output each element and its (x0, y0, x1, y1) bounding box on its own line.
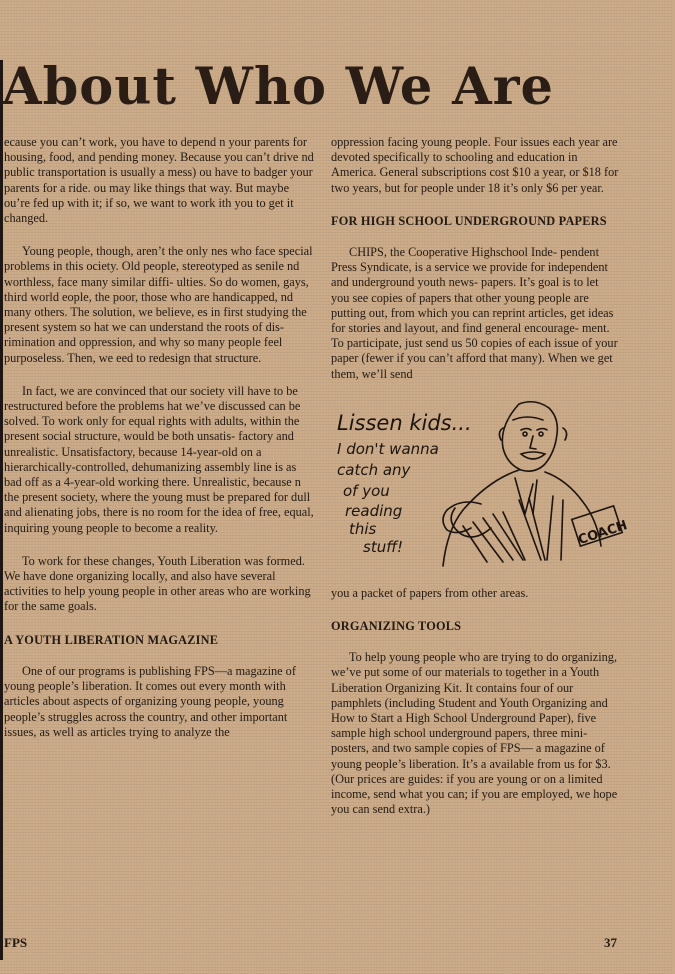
cartoon-text-line1: Lissen kids... (337, 410, 472, 435)
page-title: About Who We Are (2, 57, 554, 117)
left-paragraph-4: To work for these changes, Youth Liberation was formed. We have done organizing locally, and also have several activities to help young people in other areas who are working for the same goals. (4, 553, 311, 614)
cartoon-text-line6: this (349, 519, 377, 538)
cartoon-text-line5: reading (345, 501, 403, 520)
cartoon-text-line2: I don't wanna (337, 439, 439, 458)
left-paragraph-2: Young people, though, aren’t the only nes who face special problems in this ociety. Old people, stereotyped as senile nd worthless, face many similar diffi- ulties. So do women, gays, third world eople, the poor, those who are handicapped, nd many others. The solution, we believe, es in first studying the present system so hat we can understand the roots of dis- rimination and oppression, and why so many people feel purposeless. Then, we eed to redesign that structure. (4, 244, 313, 365)
left-paragraph-5: One of our programs is publishing FPS—a magazine of young people’s liberation. It comes out every month with articles about aspects of organizing young people, young people’s struggles across the country, and other important issues, as well as articles trying to analyze the (4, 663, 296, 739)
section-heading-magazine: A YOUTH LIBERATION MAGAZINE (4, 632, 219, 647)
left-paragraph-3: In fact, we are convinced that our society vill have to be restructured before the problems hat we’ve discussed can be solved. To work only for equal rights with adults, within the present social structure, would be both unsatis- factory and unrealistic. Unsatisfactory, because 14-year-old on a hierarchically-controlled, dehumanizing assembly line is as bad off as a 4-year-old working there. Unrealistic, because n the present society, where the young must be prepared for dull and alienating jobs, there is no room for the idea of free, equal, inquiring young people to become a reality. (4, 383, 314, 535)
coach-cartoon (323, 400, 630, 572)
coach-badge-label: COACH (576, 517, 630, 548)
cartoon-text-line3: catch any (337, 460, 411, 479)
right-paragraph-4: To help young people who are trying to do organizing, we’ve put some of our materials to together in a Youth Liberation Organizing Kit. It contains four of our pamphlets (including Student and Youth Organizing and How to Start a High School Underground Paper), five sample high school underground papers, three mini-posters, and two sample copies of FPS— a magazine of young people’s liberation. It’s a available from us for $3. (Our prices are guides: if you are young or on a limited income, send what you can; if you are employed, we hope you can send extra.) (331, 650, 618, 817)
footer-magazine-name: FPS (4, 935, 28, 950)
section-heading-organizing-tools: ORGANIZING TOOLS (331, 619, 462, 634)
left-column (4, 135, 316, 758)
right-paragraph-1: oppression facing young people. Four issues each year are devoted specifically to schooling and education in America. General subscriptions cost $10 a year, or $18 for two years, but for people under 18 it’s only $6 per year. (331, 135, 619, 195)
right-paragraph-2: CHIPS, the Cooperative Highschool Inde- pendent Press Syndicate, is a service we provide for independent and underground youth news- papers. It’s goal is to let you see copies of papers that other young people are putting out, from which you can reprint articles, get ideas for stories and layout, and find general encourage- ment. To participate, just send us 50 copies of each issue of your paper (fewer if you can’t afford that many). When we get them, we’ll send (331, 245, 618, 381)
right-column (331, 135, 630, 835)
footer-page-number: 37 (604, 935, 617, 950)
cartoon-text-line7: stuff! (363, 537, 404, 556)
left-paragraph-1: ecause you can’t work, you have to depend n your parents for housing, food, and pending money. Because you can’t drive nd public transportation is usually a mess) ou have to badger your parents for a ride. ou may like things that way. But maybe ou’re fed up with it; if so, we want to work ith you to get it changed. (4, 135, 314, 226)
right-paragraph-3: you a packet of papers from other areas. (331, 585, 529, 600)
page-binding-edge (0, 60, 3, 960)
section-heading-underground-papers: FOR HIGH SCHOOL UNDERGROUND PAPERS (331, 213, 607, 228)
cartoon-text-line4: of you (343, 481, 390, 500)
